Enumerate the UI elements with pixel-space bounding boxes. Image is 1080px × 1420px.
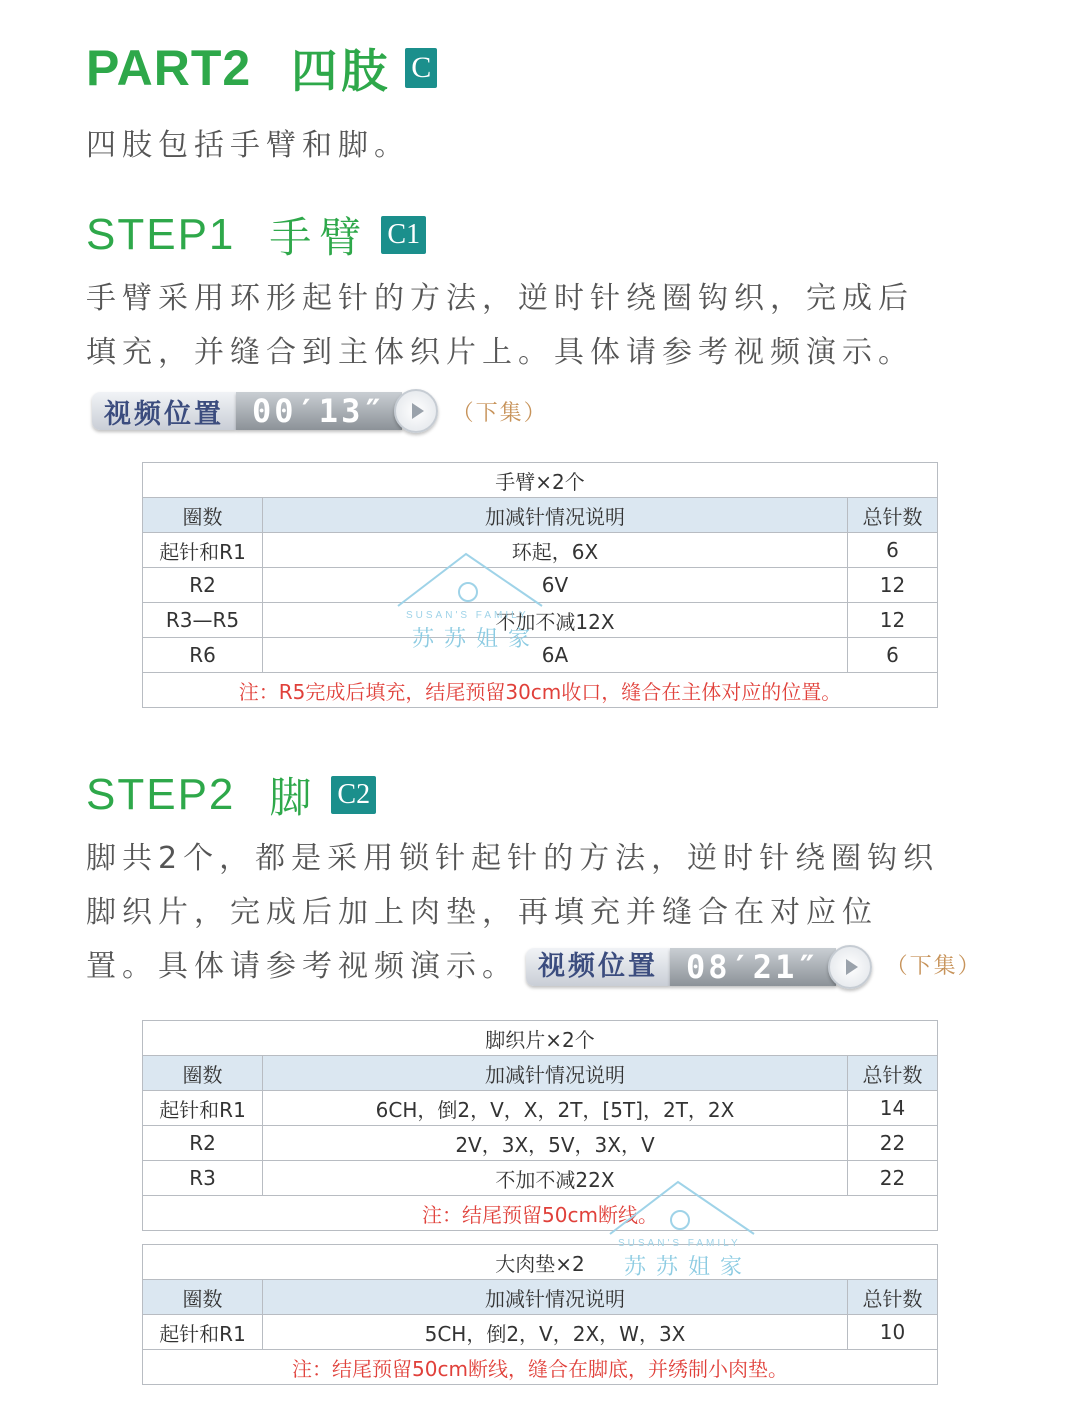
- table-row: [143, 638, 938, 673]
- table-caption: 脚织片×2个: [143, 1021, 938, 1056]
- header-rounds: 圈数: [143, 1056, 263, 1091]
- step2-line3-wrap: [86, 940, 996, 994]
- cell-total: 22: [848, 1161, 938, 1196]
- cell-description: 5CH，倒2，V，2X，W，3X: [263, 1315, 848, 1350]
- table-row: [143, 568, 938, 603]
- step1-video-position[interactable]: [92, 389, 548, 433]
- cell-total: 12: [847, 603, 937, 638]
- cell-round: R3—R5: [143, 603, 263, 638]
- video-label: 视频位置: [92, 392, 236, 430]
- cell-total: 22: [848, 1126, 938, 1161]
- play-icon[interactable]: [394, 389, 438, 433]
- step1-description: [86, 272, 996, 380]
- cell-round: R2: [143, 1126, 263, 1161]
- table-header-row: [143, 1280, 938, 1315]
- step2-badge: C2: [331, 776, 376, 814]
- step2-description: [86, 832, 996, 994]
- header-rounds: 圈数: [143, 498, 263, 533]
- cell-total: 12: [847, 568, 937, 603]
- step1-title-zh: 手臂: [269, 213, 370, 262]
- play-icon[interactable]: [828, 945, 872, 989]
- cell-round: R3: [143, 1161, 263, 1196]
- watermark-zh: 苏苏姐家: [624, 1254, 753, 1279]
- cell-round: R2: [143, 568, 263, 603]
- table-row: [143, 603, 938, 638]
- foot-pattern-table: [142, 1020, 938, 1231]
- header-rounds: 圈数: [143, 1280, 263, 1315]
- table-note: 注：结尾预留50cm断线。: [143, 1196, 938, 1231]
- step2-title: [86, 767, 376, 823]
- watermark-zh: 苏苏姐家: [412, 626, 541, 651]
- watermark-en: SUSAN'S FAMILY: [618, 1238, 741, 1249]
- step2-title-en: STEP2: [86, 770, 236, 819]
- video-episode: （下集）: [451, 400, 548, 426]
- table-caption: 手臂×2个: [143, 463, 938, 498]
- header-description: 加减针情况说明: [263, 1280, 848, 1315]
- cell-round: 起针和R1: [143, 533, 263, 568]
- video-time: 00′13″: [236, 392, 402, 430]
- pad-pattern-table: [142, 1244, 938, 1385]
- cell-round: 起针和R1: [143, 1315, 263, 1350]
- step2-line2: 脚织片，完成后加上肉垫，再填充并缝合在对应位: [86, 895, 878, 930]
- table-row: [143, 1315, 938, 1350]
- cell-round: R6: [143, 638, 263, 673]
- header-description: 加减针情况说明: [263, 498, 848, 533]
- step2-line3: 置。具体请参考视频演示。: [86, 949, 518, 984]
- cell-total: 6: [847, 638, 937, 673]
- step1-line1: 手臂采用环形起针的方法，逆时针绕圈钩织，完成后: [86, 281, 914, 316]
- arm-pattern-table: [142, 462, 938, 708]
- cell-total: 10: [847, 1315, 937, 1350]
- cell-description: 2V，3X，5V，3X，V: [263, 1126, 848, 1161]
- cell-description: 环起，6X: [263, 533, 848, 568]
- step1-title-en: STEP1: [86, 210, 236, 259]
- step2-video-position[interactable]: [526, 945, 982, 989]
- table-row: [143, 533, 938, 568]
- cell-description: 不加不减22X: [263, 1161, 848, 1196]
- cell-description: 不加不减12X: [263, 603, 848, 638]
- table-caption: 大肉垫×2: [143, 1245, 938, 1280]
- step2-title-zh: 脚: [269, 773, 320, 822]
- header-total: 总针数: [848, 1056, 938, 1091]
- cell-description: 6V: [263, 568, 848, 603]
- step2-line1: 脚共2个，都是采用锁针起针的方法，逆时针绕圈钩织: [86, 841, 940, 876]
- watermark-en: SUSAN'S FAMILY: [406, 610, 529, 621]
- cell-round: 起针和R1: [143, 1091, 263, 1126]
- header-description: 加减针情况说明: [263, 1056, 848, 1091]
- part-title-en: PART2: [86, 40, 252, 96]
- step1-line2: 填充，并缝合到主体织片上。具体请参考视频演示。: [86, 335, 914, 370]
- header-total: 总针数: [847, 1280, 937, 1315]
- table-row: [143, 1161, 938, 1196]
- table-row: [143, 1126, 938, 1161]
- header-total: 总针数: [847, 498, 937, 533]
- video-label: 视频位置: [526, 948, 670, 986]
- table-header-row: [143, 498, 938, 533]
- part-intro: 四肢包括手臂和脚。: [86, 128, 410, 163]
- table-header-row: [143, 1056, 938, 1091]
- step1-badge: C1: [381, 216, 426, 254]
- cell-total: 14: [848, 1091, 938, 1126]
- cell-description: 6CH，倒2，V，X，2T，[5T]，2T，2X: [263, 1091, 848, 1126]
- table-note: 注：结尾预留50cm断线，缝合在脚底，并绣制小肉垫。: [143, 1350, 938, 1385]
- step1-title: [86, 207, 426, 263]
- cell-total: 6: [847, 533, 937, 568]
- video-time: 08′21″: [670, 948, 836, 986]
- video-episode: （下集）: [885, 954, 982, 979]
- table-row: [143, 1091, 938, 1126]
- table-note: 注：R5完成后填充，结尾预留30cm收口，缝合在主体对应的位置。: [143, 673, 938, 708]
- cell-description: 6A: [263, 638, 848, 673]
- part-title-zh: 四肢: [291, 44, 392, 98]
- part-badge: C: [405, 48, 437, 88]
- part-title: [86, 36, 437, 100]
